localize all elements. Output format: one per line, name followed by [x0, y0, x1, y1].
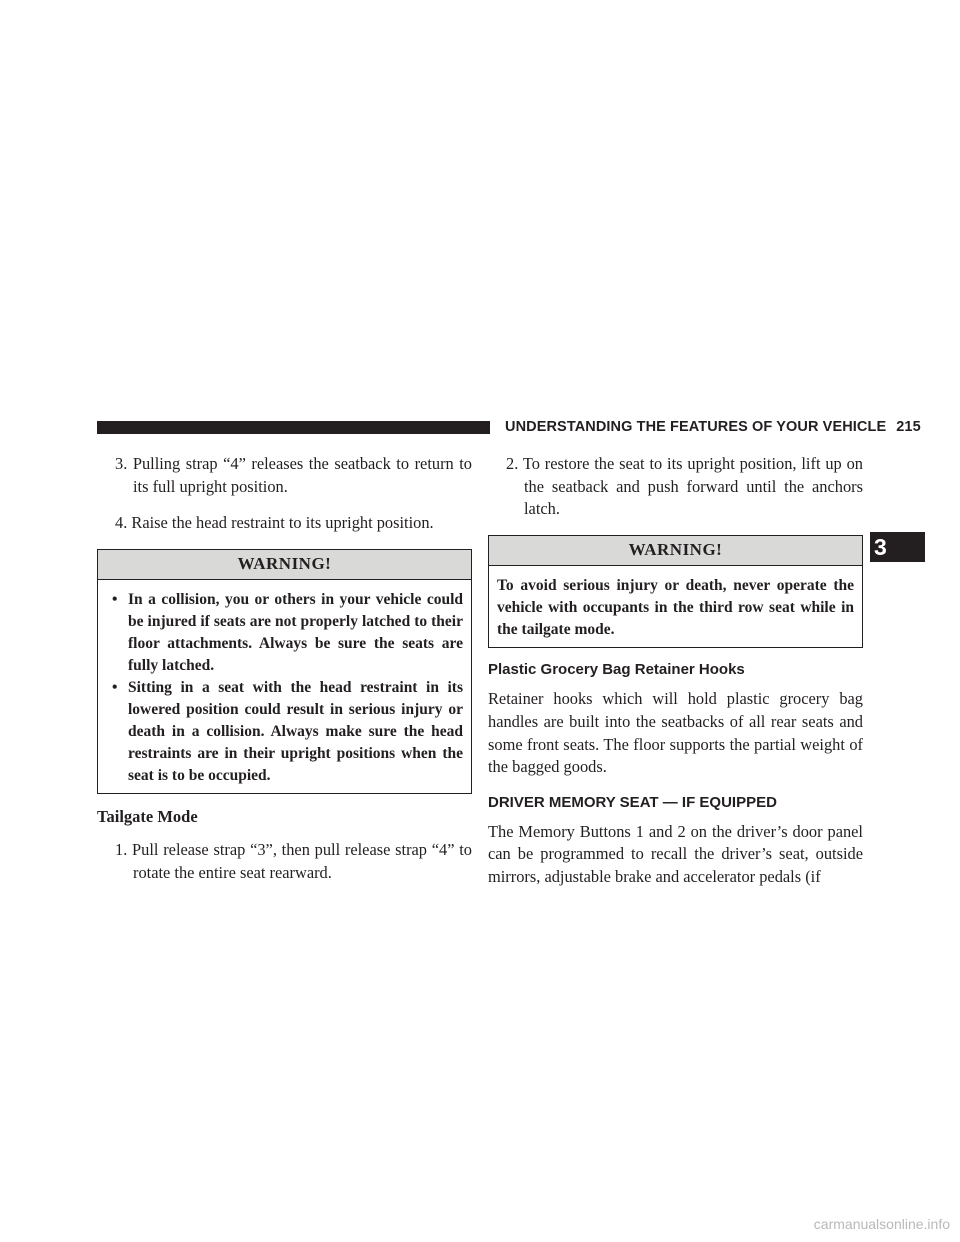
tailgate-step-1: 1. Pull release strap “3”, then pull release strap “4” to rotate the entire seat rearward. [115, 839, 472, 882]
step-4: 4. Raise the head restraint to its upright position. [115, 513, 434, 533]
step-3: 3. Pulling strap “4” releases the seatback to return to its full upright position. [115, 454, 472, 496]
warning-title: WARNING! [489, 536, 862, 567]
memory-seat-heading: DRIVER MEMORY SEAT — IF EQUIPPED [488, 793, 777, 811]
watermark: carmanualsonline.info [813, 1216, 950, 1232]
warning-body: To avoid serious injury or death, never operate the vehicle with occupants in the third row seat while in the tailgate mode. [497, 577, 854, 639]
warning-title: WARNING! [98, 550, 471, 581]
page-number: 215 [896, 419, 921, 435]
section-title: UNDERSTANDING THE FEATURES OF YOUR VEHICLE [505, 419, 887, 435]
chapter-tab: 3 [870, 532, 925, 562]
step-2: 2. To restore the seat to its upright position, lift up on the seatback and push forward until the anchors latch. [506, 454, 863, 519]
warning-bullet: • Sitting in a seat with the head restraint in its lowered position could result in serious injury or death in a collision. Always make sure the head restraints are in their upright positions when the seat is to be occupied. [112, 679, 463, 785]
warning-box-seats [97, 549, 472, 795]
tailgate-heading: Tailgate Mode [97, 807, 198, 827]
memory-seat-paragraph: The Memory Buttons 1 and 2 on the driver’s door panel can be programmed to recall the driver’s seat, outside mirrors, adjustable brake and accelerator pedals (if [488, 821, 863, 886]
hooks-paragraph: Retainer hooks which will hold plastic grocery bag handles are built into the seatbacks of all rear seats and some front seats. The floor supports the partial weight of the bagged goods. [488, 689, 863, 777]
bullet-icon: • [112, 591, 118, 609]
warning-body [98, 580, 471, 793]
header-rule [97, 421, 490, 434]
left-column [97, 453, 472, 898]
running-header [505, 417, 921, 437]
warning-box-tailgate [488, 535, 863, 649]
bullet-icon: • [112, 679, 118, 697]
warning-bullet: • In a collision, you or others in your vehicle could be injured if seats are not properly latched to their floor attachments. Always be sure the seats are fully latched. [112, 591, 463, 675]
hooks-heading: Plastic Grocery Bag Retainer Hooks [488, 661, 745, 679]
right-column [488, 453, 863, 903]
